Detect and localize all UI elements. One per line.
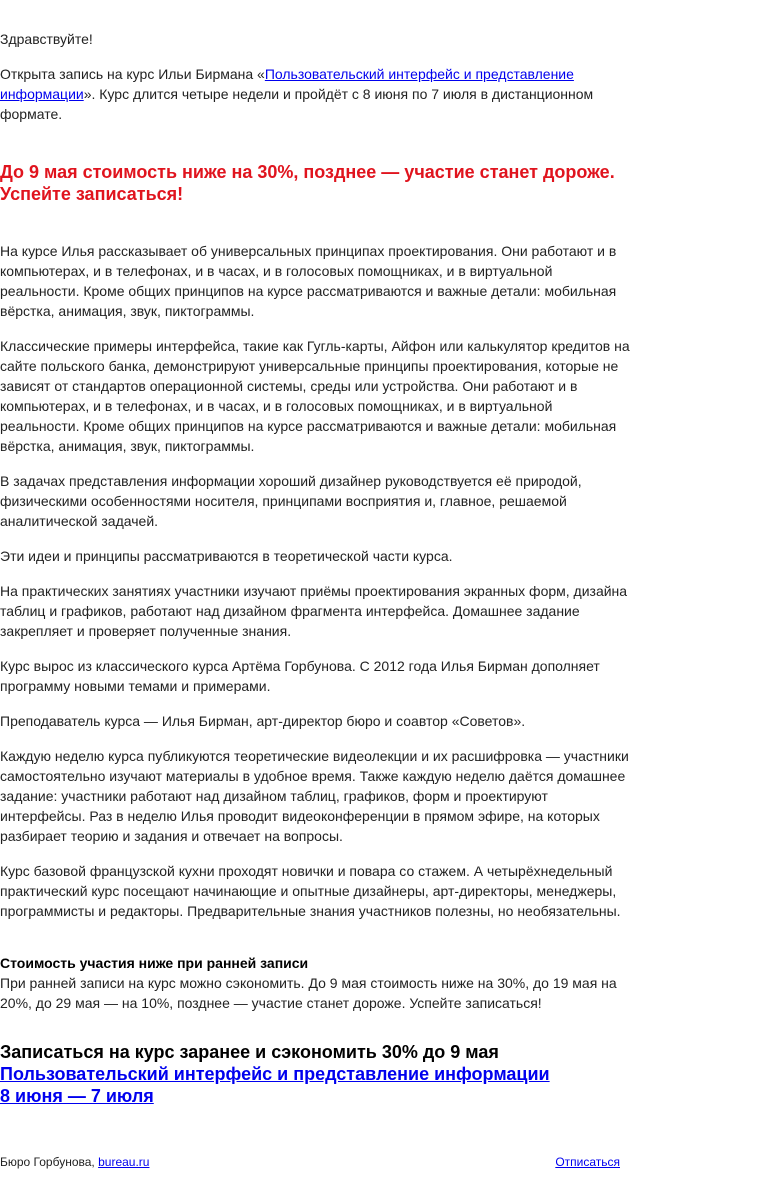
intro-before: Открыта запись на курс Ильи Бирмана «: [0, 66, 265, 82]
price-heading: Стоимость участия ниже при ранней записи: [0, 955, 309, 971]
body-paragraph-2: Классические примеры интерфейса, такие как Гугль-карты, Айфон или калькулятор кредитов на сайте польского банка, демонстрируют универсальные принципы проектирования, которые не зависят от стандартов операционной системы, среды или устройства. Они работают и в компьютерах, и в телефонах, и в часах, и в голосовых помощниках, и в виртуальной реальности. Кроме общих принципов на курсе рассматриваются и важные детали: мобильная вёрстка, анимация, звук, пиктограммы.: [0, 338, 630, 454]
body-paragraph-5: На практических занятиях участники изучают приёмы проектирования экранных форм, дизайна таблиц и графиков, работают над дизайном фрагмента интерфейса. Домашнее задание закрепляет и проверяет полученные знания.: [0, 583, 628, 639]
body-paragraph-9: Курс базовой французской кухни проходят новички и повара со стажем. А четырёхнедельный практический курс посещают начинающие и опытные дизайнеры, арт-директоры, менеджеры, программисты и редакторы. Предварительные знания участников полезны, но необязательны.: [0, 863, 621, 919]
footer: [0, 1154, 620, 1170]
footer-bureau: Бюро Горбунова,: [0, 1155, 99, 1169]
footer-signature: [0, 1154, 149, 1170]
greeting: Здравствуйте!: [0, 31, 93, 47]
body-paragraph-7: Преподаватель курса — Илья Бирман, арт-директор бюро и соавтор «Советов».: [0, 713, 526, 729]
body-paragraph-6: Курс вырос из классического курса Артёма Горбунова. С 2012 года Илья Бирман дополняет программу новыми темами и примерами.: [0, 658, 600, 694]
promo-heading: До 9 мая стоимость ниже на 30%, позднее — участие станет дороже. Успейте записаться!: [0, 162, 615, 204]
course-link[interactable]: Пользовательский интерфейс и представление информации: [0, 66, 574, 102]
body-paragraph-3: В задачах представления информации хороший дизайнер руководствуется её природой, физическими особенностями носителя, принципами восприятия и, главное, решаемой аналитической задачей.: [0, 473, 582, 529]
cta-course-line: [0, 1063, 630, 1085]
body-paragraph-8: Каждую неделю курса публикуются теоретические видеолекции и их расшифровка — участники самостоятельно изучают материалы в удобное время. Также каждую неделю даётся домашнее задание: участники работают над дизайном таблиц, графиков, форм и проектируют интерфейсы. Раз в неделю Илья проводит видеоконференции в прямом эфире, на которых разбирает теорию и задания и отвечает на вопросы.: [0, 748, 629, 844]
cta-title: Записаться на курс заранее и сэкономить 30% до 9 мая: [0, 1042, 499, 1062]
body-paragraph-4: Эти идеи и принципы рассматриваются в теоретической части курса.: [0, 548, 453, 564]
intro-paragraph: [0, 64, 630, 124]
cta-course-link[interactable]: Пользовательский интерфейс и представление информации: [0, 1064, 550, 1084]
cta-dates-link[interactable]: 8 июня — 7 июля: [0, 1086, 154, 1106]
intro-after: ». Курс длится четыре недели и пройдёт с 8 июня по 7 июля в дистанционном формате.: [0, 86, 594, 122]
cta-dates-line: [0, 1085, 630, 1107]
unsubscribe-link[interactable]: Отписаться: [555, 1155, 620, 1169]
body-paragraph-1: На курсе Илья рассказывает об универсальных принципах проектирования. Они работают и в компьютерах, и в телефонах, и в часах, и в голосовых помощниках, и в виртуальной реальности. Кроме общих принципов на курсе рассматриваются и важные детали: мобильная вёрстка, анимация, звук, пиктограммы.: [0, 243, 617, 319]
price-text: При ранней записи на курс можно сэкономить. До 9 мая стоимость ниже на 30%, до 19 мая на 20%, до 29 мая — на 10%, позднее — участие станет дороже. Успейте записаться!: [0, 975, 617, 1011]
footer-site-link[interactable]: bureau.ru: [98, 1155, 150, 1169]
